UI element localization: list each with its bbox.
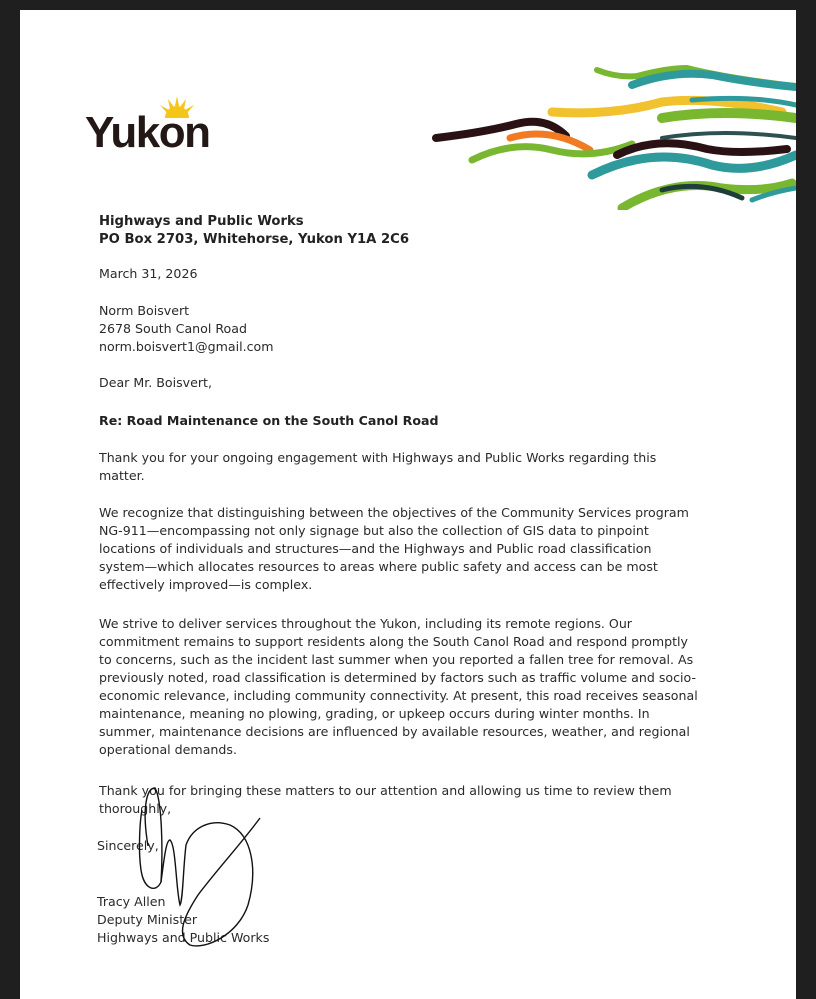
subject-line: Re: Road Maintenance on the South Canol Road bbox=[99, 413, 439, 428]
postal-address: PO Box 2703, Whitehorse, Yukon Y1A 2C6 bbox=[99, 232, 410, 247]
department-name: Highways and Public Works bbox=[99, 214, 304, 229]
signatory-name: Tracy Allen bbox=[97, 894, 166, 909]
text-line: economic relevance, including community connectivity. At present, this road receives seasonal bbox=[99, 688, 698, 703]
text-line: We recognize that distinguishing between the objectives of the Community Services program bbox=[99, 505, 689, 520]
text-line: effectively improved—is complex. bbox=[99, 577, 313, 592]
text-line: to concerns, such as the incident last summer when you reported a fallen tree for removal. As bbox=[99, 652, 694, 667]
text-line: NG-911—encompassing not only signage but also the collection of GIS data to pinpoint bbox=[99, 523, 649, 538]
text-line: commitment remains to support residents along the South Canol Road and respond promptly bbox=[99, 634, 688, 649]
text-line: thoroughly, bbox=[99, 801, 172, 816]
letter-date: March 31, 2026 bbox=[99, 266, 198, 281]
text-line: matter. bbox=[99, 468, 145, 483]
logo-wordmark: Yukon bbox=[85, 108, 210, 157]
salutation: Dear Mr. Boisvert, bbox=[99, 375, 212, 390]
text-line: system—which allocates resources to areas where public safety and access can be most bbox=[99, 559, 658, 574]
recipient-name: Norm Boisvert bbox=[99, 303, 190, 318]
text-line: Thank you for bringing these matters to our attention and allowing us time to review them bbox=[99, 783, 672, 798]
recipient-email: norm.boisvert1@gmail.com bbox=[99, 339, 274, 354]
handwritten-signature bbox=[20, 10, 796, 999]
text-line: We strive to deliver services throughout the Yukon, including its remote regions. Our bbox=[99, 616, 632, 631]
text-line: Thank you for your ongoing engagement with Highways and Public Works regarding this bbox=[99, 450, 657, 465]
recipient-address: 2678 South Canol Road bbox=[99, 321, 247, 336]
text-line: summer, maintenance decisions are influenced by available resources, weather, and regional bbox=[99, 724, 690, 739]
signatory-title: Deputy Minister bbox=[97, 912, 198, 927]
closing: Sincerely, bbox=[97, 838, 159, 853]
text-line: locations of individuals and structures—and the Highways and Public road classification bbox=[99, 541, 652, 556]
text-line: operational demands. bbox=[99, 742, 237, 757]
signatory-department: Highways and Public Works bbox=[97, 930, 270, 945]
text-line: maintenance, meaning no plowing, grading, or upkeep occurs during winter months. In bbox=[99, 706, 650, 721]
text-line: previously noted, road classification is determined by factors such as traffic volume and socio- bbox=[99, 670, 697, 685]
letter-page bbox=[20, 10, 796, 999]
